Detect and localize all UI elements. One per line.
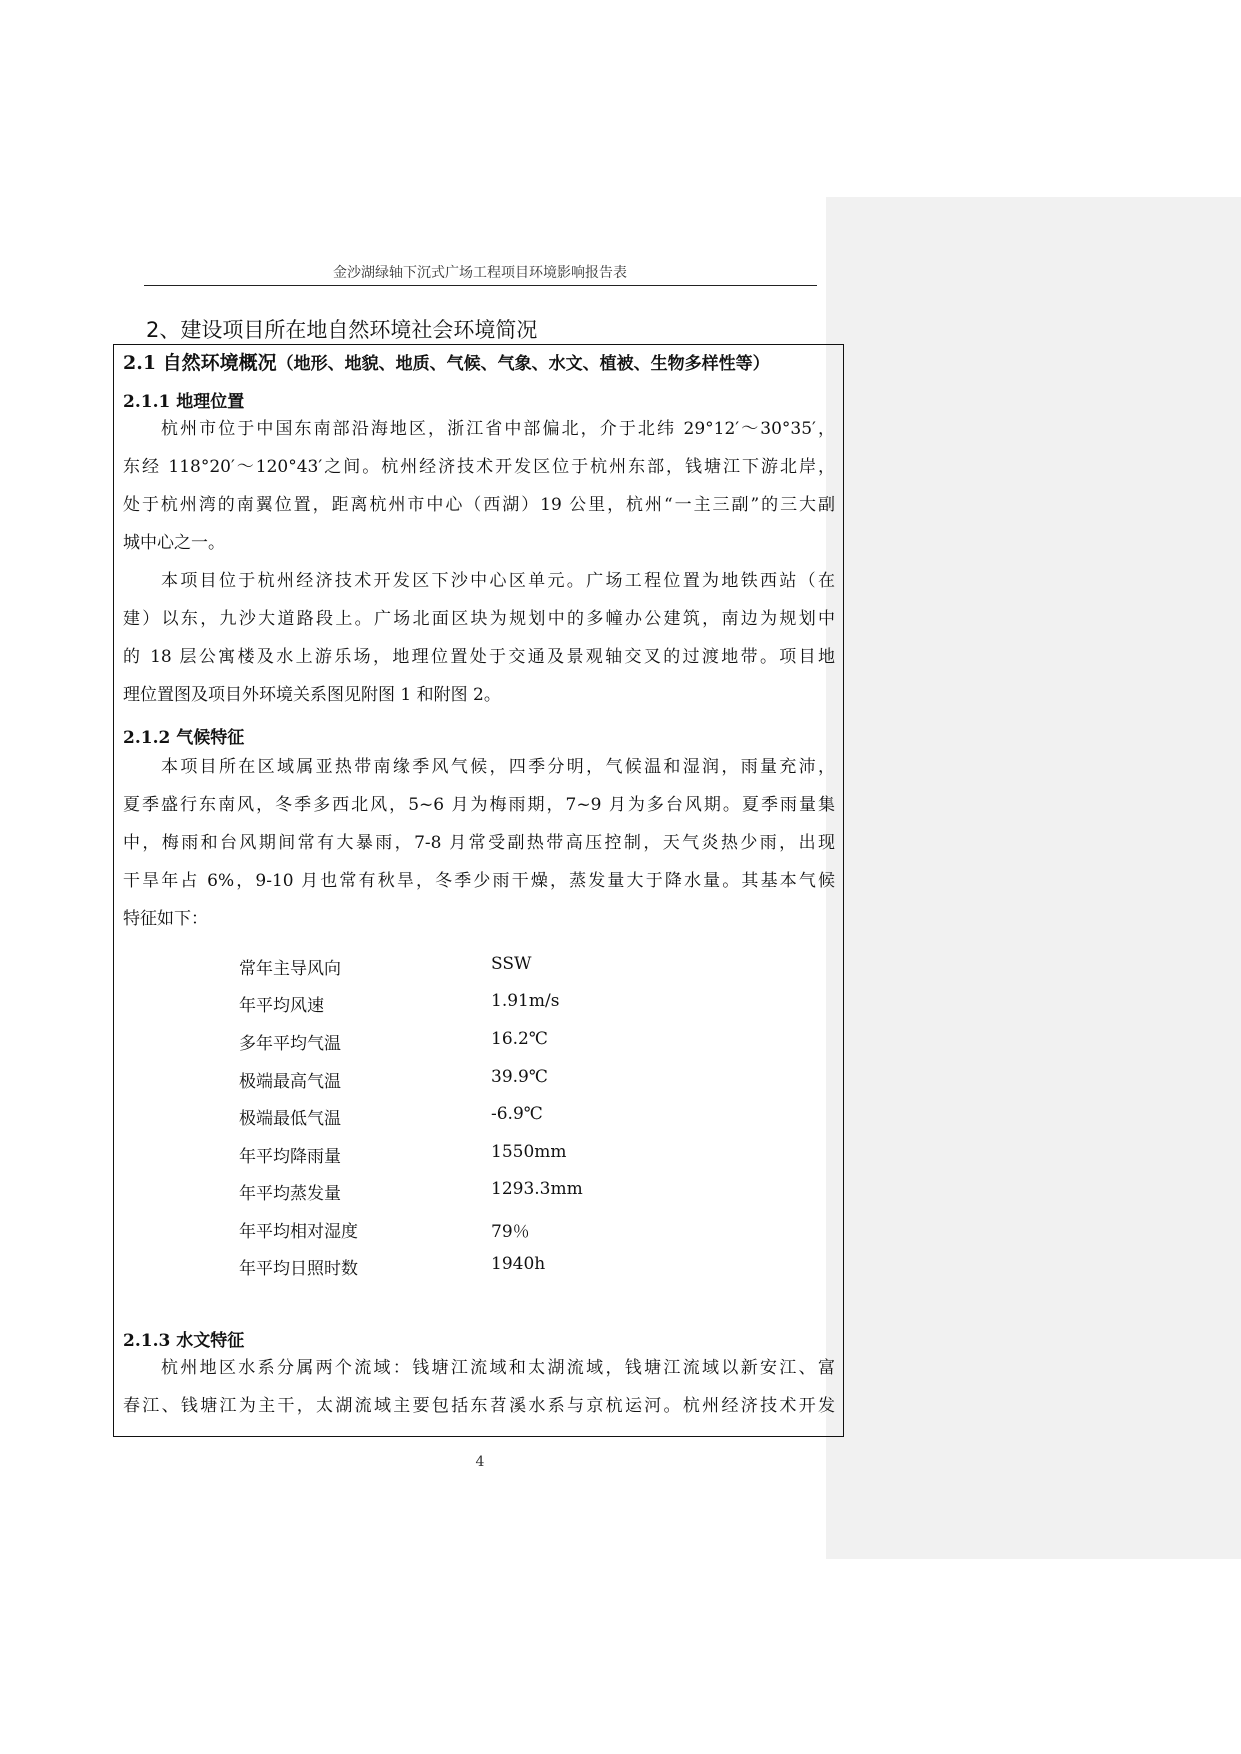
paragraph-line: 中，梅雨和台风期间常有大暴雨，7-8 月常受副热带高压控制，天气炎热少雨，出现 xyxy=(123,833,835,853)
paragraph-line: 本项目所在区域属亚热带南缘季风气候，四季分明，气候温和湿润，雨量充沛， xyxy=(161,757,835,777)
climate-value: 39.9℃ xyxy=(491,1067,548,1087)
paragraph-climate xyxy=(123,748,835,938)
paragraph-line: 春江、钱塘江为主干，太湖流域主要包括东苕溪水系与京杭运河。杭州经济技术开发 xyxy=(123,1396,835,1416)
climate-label: 极端最低气温 xyxy=(239,1109,341,1129)
paragraph-line: 理位置图及项目外环境关系图见附图 1 和附图 2。 xyxy=(123,685,501,705)
climate-label: 年平均相对湿度 xyxy=(239,1222,358,1242)
paragraph-line: 夏季盛行东南风，冬季多西北风，5~6 月为梅雨期，7~9 月为多台风期。夏季雨量集 xyxy=(123,795,835,815)
climate-label: 常年主导风向 xyxy=(239,959,341,979)
climate-value: 16.2℃ xyxy=(491,1029,548,1049)
climate-label: 年平均降雨量 xyxy=(239,1147,341,1167)
heading-2-1-1: 2.1.1 地理位置 xyxy=(123,392,245,412)
paragraph-line: 处于杭州湾的南翼位置，距离杭州市中心（西湖）19 公里，杭州“一主三副”的三大副 xyxy=(123,495,835,515)
climate-value: -6.9℃ xyxy=(491,1104,543,1124)
climate-value: 1940h xyxy=(491,1254,546,1274)
climate-label: 年平均风速 xyxy=(239,996,324,1016)
climate-label: 多年平均气温 xyxy=(239,1034,341,1054)
paragraph-hydrology xyxy=(123,1349,835,1425)
section-title: 2、建设项目所在地自然环境社会环境简况 xyxy=(146,318,538,342)
paragraph-line: 城中心之一。 xyxy=(123,533,225,553)
paragraph-line: 特征如下： xyxy=(123,909,208,929)
climate-value: 1.91m/s xyxy=(491,991,560,1011)
climate-value: 1293.3mm xyxy=(491,1179,583,1199)
paragraph-location-2 xyxy=(123,562,835,714)
climate-value: 79％ xyxy=(491,1222,530,1242)
paragraph-line: 的 18 层公寓楼及水上游乐场，地理位置处于交通及景观轴交叉的过渡地带。项目地 xyxy=(123,647,835,667)
paragraph-location-1 xyxy=(123,410,835,562)
paragraph-line: 干旱年占 6%，9-10 月也常有秋旱，冬季少雨干燥，蒸发量大于降水量。其基本气候 xyxy=(123,871,835,891)
paragraph-line: 建）以东，九沙大道路段上。广场北面区块为规划中的多幢办公建筑，南边为规划中 xyxy=(123,609,835,629)
heading-2-1-3: 2.1.3 水文特征 xyxy=(123,1331,245,1351)
paragraph-line: 东经 118°20′～120°43′之间。杭州经济技术开发区位于杭州东部，钱塘江下游北岸， xyxy=(123,457,835,477)
climate-value: 1550mm xyxy=(491,1142,567,1162)
paragraph-line: 杭州地区水系分属两个流域：钱塘江流域和太湖流域，钱塘江流域以新安江、富 xyxy=(161,1358,835,1378)
comment-pane xyxy=(826,197,1241,1559)
heading-2-1-2: 2.1.2 气候特征 xyxy=(123,728,245,748)
paragraph-line: 杭州市位于中国东南部沿海地区，浙江省中部偏北，介于北纬 29°12′～30°35′， xyxy=(161,419,835,439)
running-header: 金沙湖绿轴下沉式广场工程项目环境影响报告表 xyxy=(333,265,627,281)
climate-label: 极端最高气温 xyxy=(239,1072,341,1092)
page-number: 4 xyxy=(475,1454,485,1470)
paragraph-line: 本项目位于杭州经济技术开发区下沙中心区单元。广场工程位置为地铁西站（在 xyxy=(161,571,835,591)
climate-label: 年平均蒸发量 xyxy=(239,1184,341,1204)
box-title-main: 2.1 自然环境概况 xyxy=(123,352,277,374)
climate-label: 年平均日照时数 xyxy=(239,1259,358,1279)
box-title-sub: （地形、地貌、地质、气候、气象、水文、植被、生物多样性等） xyxy=(276,354,770,374)
box-title xyxy=(123,348,770,375)
climate-value: SSW xyxy=(491,954,532,974)
header-rule xyxy=(144,285,817,286)
